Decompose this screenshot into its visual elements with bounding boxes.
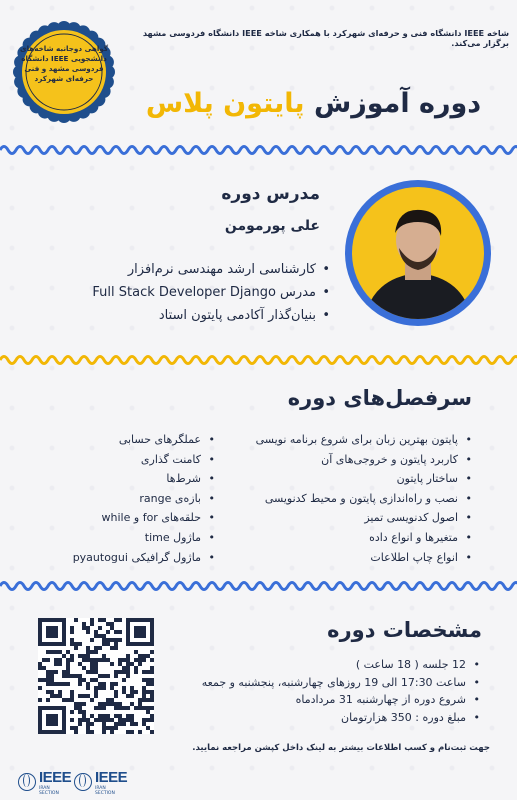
specs-heading: مشخصات دوره [327, 618, 482, 642]
list-item: • انواع چاپ اطلاعات [240, 548, 472, 568]
wave-divider [0, 352, 517, 368]
list-item: • کامنت گذاری [40, 450, 215, 470]
title-prefix: دوره آموزش [313, 88, 482, 119]
list-item: • کارشناسی ارشد مهندسی نرم‌افزار [20, 258, 330, 281]
list-item: • متغیرها و انواع داده [240, 528, 472, 548]
list-item: • اصول کدنویسی تمیز [240, 508, 472, 528]
list-item: • شرط‌ها [40, 469, 215, 489]
ieee-logo-right [74, 770, 127, 794]
ieee-logo-text: IEEE [95, 768, 128, 786]
wave-divider [0, 142, 517, 158]
qr-code-icon[interactable] [38, 618, 154, 734]
list-item: • کاربرد پایتون و خروجی‌های آن [240, 450, 472, 470]
teacher-photo [343, 178, 493, 328]
globe-icon [18, 773, 36, 791]
list-item: • نصب و راه‌اندازی پایتون و محیط کدنویسی [240, 489, 472, 509]
teacher-heading: مدرس دوره [221, 184, 320, 204]
syllabus-list-left [40, 430, 215, 567]
ieee-logo-left [18, 770, 71, 794]
list-item: • بنیان‌گذار آکادمی پایتون استاد [20, 304, 330, 327]
teacher-name: علی پورمومن [224, 218, 320, 234]
list-item: • مبلغ دوره : 350 هزارتومان [150, 709, 480, 727]
teacher-credentials [20, 258, 330, 327]
intro-line: شاخه IEEE دانشگاه فنی و حرفه‌ای شهرکرد با همکاری شاخه IEEE دانشگاه فردوسی مشهد برگزار می‌کند. [142, 28, 509, 48]
ieee-logo-text: IEEE [39, 768, 72, 786]
list-item: • ساختار پایتون [240, 469, 472, 489]
specs-list [150, 656, 480, 727]
ieee-logo-sub: IRAN SECTION [39, 785, 59, 796]
syllabus-list-right [240, 430, 472, 567]
registration-note: جهت ثبت‌نام و کسب اطلاعات بیشتر به لینک داخل کپشن مراجعه نمایید. [192, 743, 490, 753]
list-item: • عملگرهای حسابی [40, 430, 215, 450]
title-highlight: پایتون پلاس [145, 88, 305, 119]
ieee-logo-sub: IRAN SECTION [95, 785, 115, 796]
syllabus-heading: سرفصل‌های دوره [287, 386, 472, 410]
badge-text: گواهی دوجانبه شاخه‌های دانشجویی IEEE دانشگاه فردوسی مشهد و فنی حرفه‌ای شهرکرد [19, 44, 108, 83]
list-item: • حلقه‌های for و while [40, 508, 215, 528]
list-item: • ماژول time [40, 528, 215, 548]
list-item: • شروع دوره از چهارشنبه 31 مردادماه [150, 691, 480, 709]
list-item: • مدرس Full Stack Developer Django [20, 281, 330, 304]
list-item: • ساعت 17:30 الی 19 روزهای چهارشنبه، پنجشنبه و جمعه [150, 674, 480, 692]
page-title [130, 88, 497, 119]
list-item: • ماژول گرافیکی pyautogui [40, 548, 215, 568]
wave-divider [0, 578, 517, 594]
list-item: • بازه‌ی range [40, 489, 215, 509]
list-item: • 12 جلسه ( 18 ساعت ) [150, 656, 480, 674]
globe-icon [74, 773, 92, 791]
list-item: • پایتون بهترین زبان برای شروع برنامه نویسی [240, 430, 472, 450]
